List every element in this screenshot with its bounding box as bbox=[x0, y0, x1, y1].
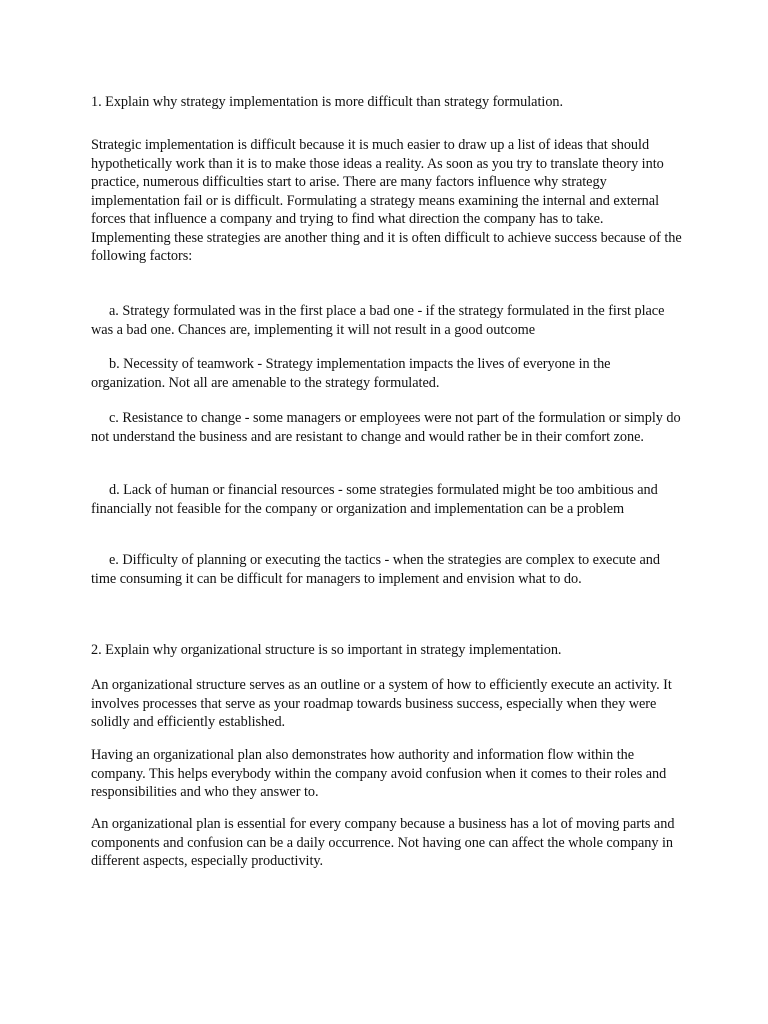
question-1-heading: 1. Explain why strategy implementation is more difficult than strategy formulation. bbox=[91, 94, 564, 110]
question-2-paragraph-1: An organizational structure serves as an outline or a system of how to efficiently execute an activity. It involves processes that serve as your roadmap towards business success, especially when they were solidly and efficiently established. bbox=[91, 677, 672, 730]
list-item-c: c. Resistance to change - some managers or employees were not part of the formulation or simply do not understand the business and are resistant to change and would rather be in their comfort zone. bbox=[91, 410, 681, 445]
list-item-d: d. Lack of human or financial resources - some strategies formulated might be too ambitious and financially not feasible for the company or organization and implementation can be a problem bbox=[91, 482, 658, 517]
question-2-heading: 2. Explain why organizational structure is so important in strategy implementation. bbox=[91, 642, 562, 658]
question-2-paragraph-3: An organizational plan is essential for every company because a business has a lot of moving parts and components and confusion can be a daily occurrence. Not having one can affect the whole company in different aspects, especially productivity. bbox=[91, 816, 675, 869]
list-item-a: a. Strategy formulated was in the first place a bad one - if the strategy formulated in the first place was a bad one. Chances are, implementing it will not result in a good outcome bbox=[91, 303, 665, 338]
question-2-paragraph-2: Having an organizational plan also demonstrates how authority and information flow within the company. This helps everybody within the company avoid confusion when it comes to their roles and responsibilities and who they answer to. bbox=[91, 747, 667, 800]
list-item-b: b. Necessity of teamwork - Strategy implementation impacts the lives of everyone in the organization. Not all are amenable to the strategy formulated. bbox=[91, 356, 611, 391]
list-item-e: e. Difficulty of planning or executing the tactics - when the strategies are complex to execute and time consuming it can be difficult for managers to implement and envision what to do. bbox=[91, 552, 660, 587]
question-1-intro: Strategic implementation is difficult because it is much easier to draw up a list of ideas that should hypothetically work than it is to make those ideas a reality. As soon as you try to translate theory into practice, numerous difficulties start to arise. There are many factors influence why strategy implementation fail or is difficult. Formulating a strategy means examining the internal and external forces that influence a company and trying to find what direction the company has to take. Implementing these strategies are another thing and it is often difficult to achieve success because of the following factors: bbox=[91, 137, 682, 264]
